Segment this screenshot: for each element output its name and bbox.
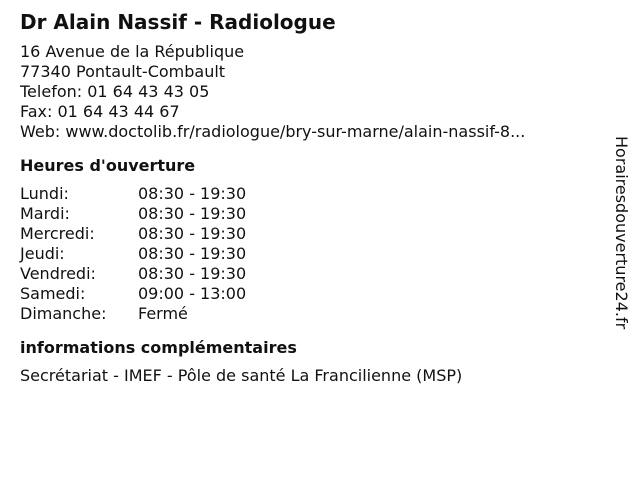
table-row xyxy=(20,304,246,324)
table-row xyxy=(20,244,246,264)
day-label: Mardi: xyxy=(20,204,70,223)
day-label: Dimanche: xyxy=(20,304,107,323)
hours-value: 09:00 - 13:00 xyxy=(138,284,247,303)
additional-info-text: Secrétariat - IMEF - Pôle de santé La Francilienne (MSP) xyxy=(20,366,463,385)
website-link[interactable]: Web: www.doctolib.fr/radiologue/bry-sur-marne/alain-nassif-8... xyxy=(20,122,526,141)
day-label: Mercredi: xyxy=(20,224,95,243)
table-row xyxy=(20,264,246,284)
address-city: 77340 Pontault-Combault xyxy=(20,62,226,81)
hours-value: 08:30 - 19:30 xyxy=(138,184,247,203)
hours-value: Fermé xyxy=(138,304,188,323)
address-street: 16 Avenue de la République xyxy=(20,42,245,61)
fax-number: Fax: 01 64 43 44 67 xyxy=(20,102,180,121)
opening-hours-table xyxy=(20,184,246,324)
table-row xyxy=(20,204,246,224)
table-row xyxy=(20,224,246,244)
additional-info-heading: informations complémentaires xyxy=(20,338,297,357)
opening-hours-heading: Heures d'ouverture xyxy=(20,156,196,175)
hours-value: 08:30 - 19:30 xyxy=(138,244,247,263)
day-label: Lundi: xyxy=(20,184,69,203)
page-title: Dr Alain Nassif - Radiologue xyxy=(20,10,336,34)
day-label: Vendredi: xyxy=(20,264,96,283)
hours-value: 08:30 - 19:30 xyxy=(138,264,247,283)
table-row xyxy=(20,184,246,204)
table-row xyxy=(20,284,246,304)
practice-card xyxy=(20,8,600,386)
phone-number[interactable]: Telefon: 01 64 43 43 05 xyxy=(20,82,210,101)
hours-value: 08:30 - 19:30 xyxy=(138,204,247,223)
day-label: Jeudi: xyxy=(20,244,65,263)
day-label: Samedi: xyxy=(20,284,86,303)
brand-watermark: Horairesdouverture24.fr xyxy=(612,136,631,330)
hours-value: 08:30 - 19:30 xyxy=(138,224,247,243)
